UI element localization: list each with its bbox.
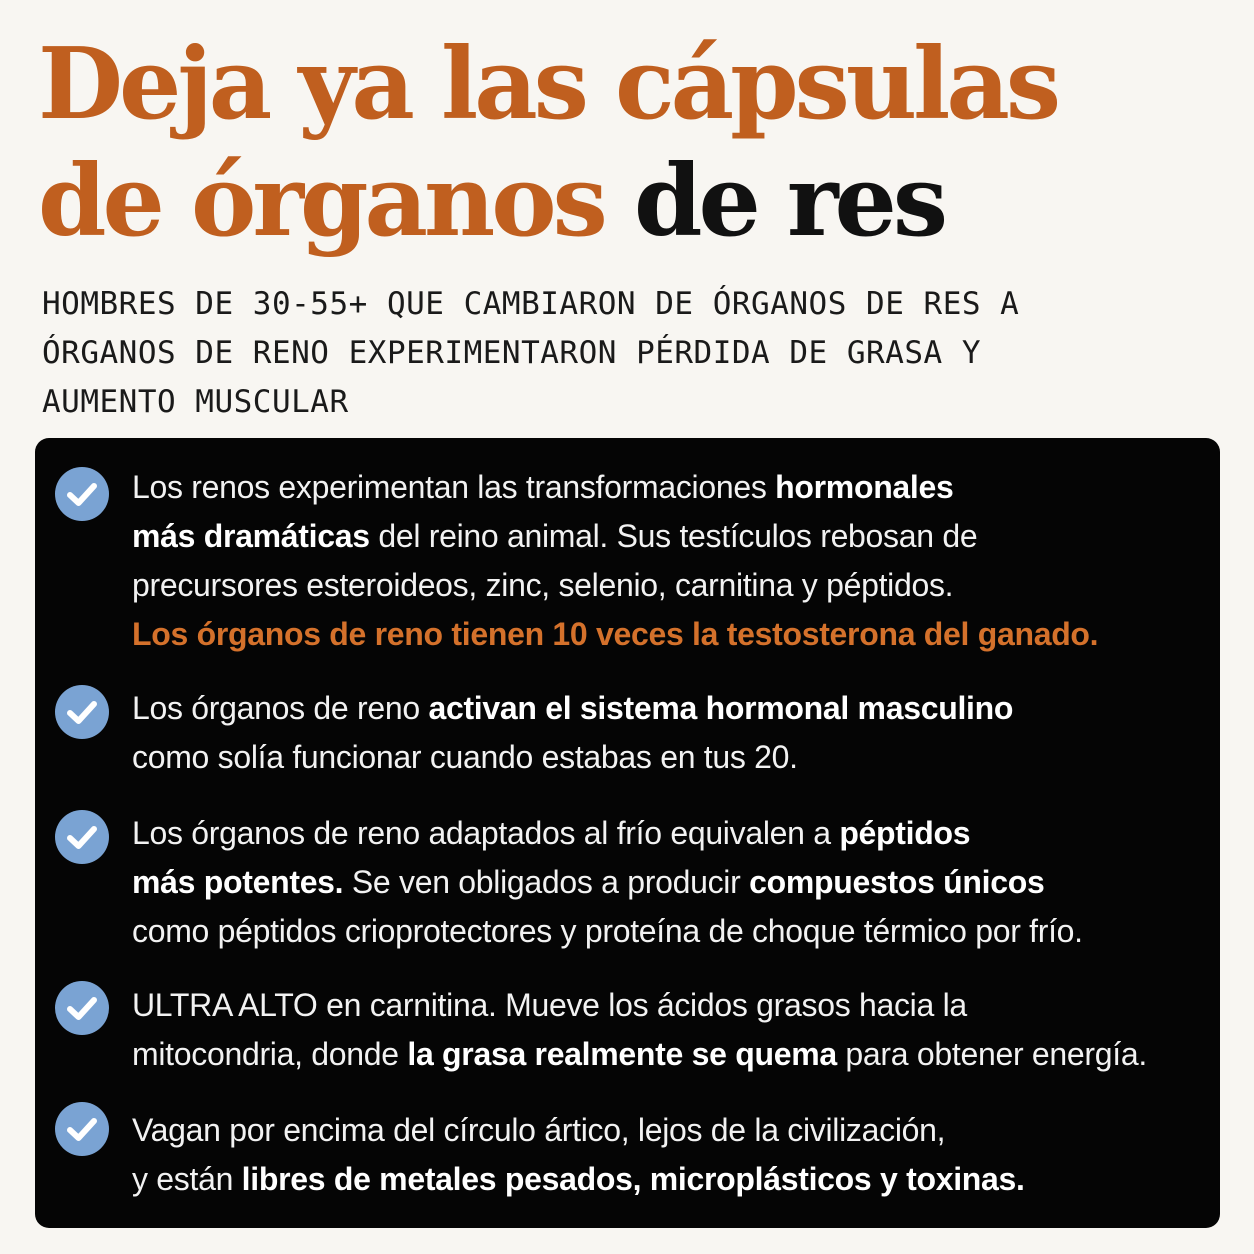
benefit-text	[132, 463, 1202, 659]
benefit-text-segment: como péptidos crioprotectores y proteína de choque térmico por frío.	[132, 913, 1083, 949]
headline	[38, 26, 1228, 260]
headline-dark: de res	[633, 144, 945, 259]
benefit-text-bold: más potentes.	[132, 864, 344, 900]
benefit-text-bold: libres de metales pesados, microplásticos y toxinas.	[241, 1161, 1025, 1197]
benefit-text	[132, 809, 1202, 956]
benefit-text-bold: péptidos	[839, 815, 971, 851]
check-circle-icon	[55, 467, 109, 521]
benefit-text-segment: como solía funcionar cuando estabas en tus 20.	[132, 739, 798, 775]
benefit-text-segment: del reino animal. Sus testículos rebosan de	[369, 518, 978, 554]
check-circle-icon	[55, 1102, 109, 1156]
check-circle-icon	[55, 981, 109, 1035]
benefit-text-bold: activan el sistema hormonal masculino	[428, 690, 1014, 726]
benefit-text-segment: mitocondria, donde	[132, 1036, 408, 1072]
benefit-text-segment: Vagan por encima del círculo ártico, lejos de la civilización,	[132, 1112, 946, 1148]
subtitle-line-1: HOMBRES DE 30-55+ QUE CAMBIARON DE ÓRGANOS DE RES A	[42, 286, 1020, 322]
subtitle-line-2: ÓRGANOS DE RENO EXPERIMENTARON PÉRDIDA DE GRASA Y	[42, 335, 982, 371]
benefit-text-highlight: Los órganos de reno tienen 10 veces la testosterona del ganado.	[132, 616, 1099, 652]
benefit-text-bold: compuestos únicos	[749, 864, 1045, 900]
check-circle-icon	[55, 685, 109, 739]
benefit-text-segment: ULTRA ALTO en carnitina. Mueve los ácidos grasos hacia la	[132, 987, 967, 1023]
subtitle	[42, 280, 1222, 427]
check-circle-icon	[55, 810, 109, 864]
benefit-text-bold: hormonales	[775, 469, 954, 505]
benefit-text	[132, 981, 1202, 1079]
benefit-text-segment: Los órganos de reno adaptados al frío equivalen a	[132, 815, 840, 851]
headline-line-1: Deja ya las cápsulas	[38, 27, 1058, 142]
benefit-text	[132, 684, 1202, 782]
benefit-text-segment: para obtener energía.	[836, 1036, 1147, 1072]
benefit-text-bold: la grasa realmente se quema	[407, 1036, 837, 1072]
benefit-text-segment: precursores esteroideos, zinc, selenio, carnitina y péptidos.	[132, 567, 954, 603]
benefit-text-segment: y están	[132, 1161, 242, 1197]
benefit-text-segment: Se ven obligados a producir	[343, 864, 750, 900]
benefits-panel	[35, 438, 1220, 1228]
benefit-text	[132, 1106, 1202, 1204]
benefit-text-bold: más dramáticas	[132, 518, 370, 554]
benefit-text-segment: Los órganos de reno	[132, 690, 429, 726]
subtitle-line-3: AUMENTO MUSCULAR	[42, 384, 349, 420]
benefit-text-segment: Los renos experimentan las transformaciones	[132, 469, 776, 505]
headline-accent: de órganos	[38, 144, 604, 259]
